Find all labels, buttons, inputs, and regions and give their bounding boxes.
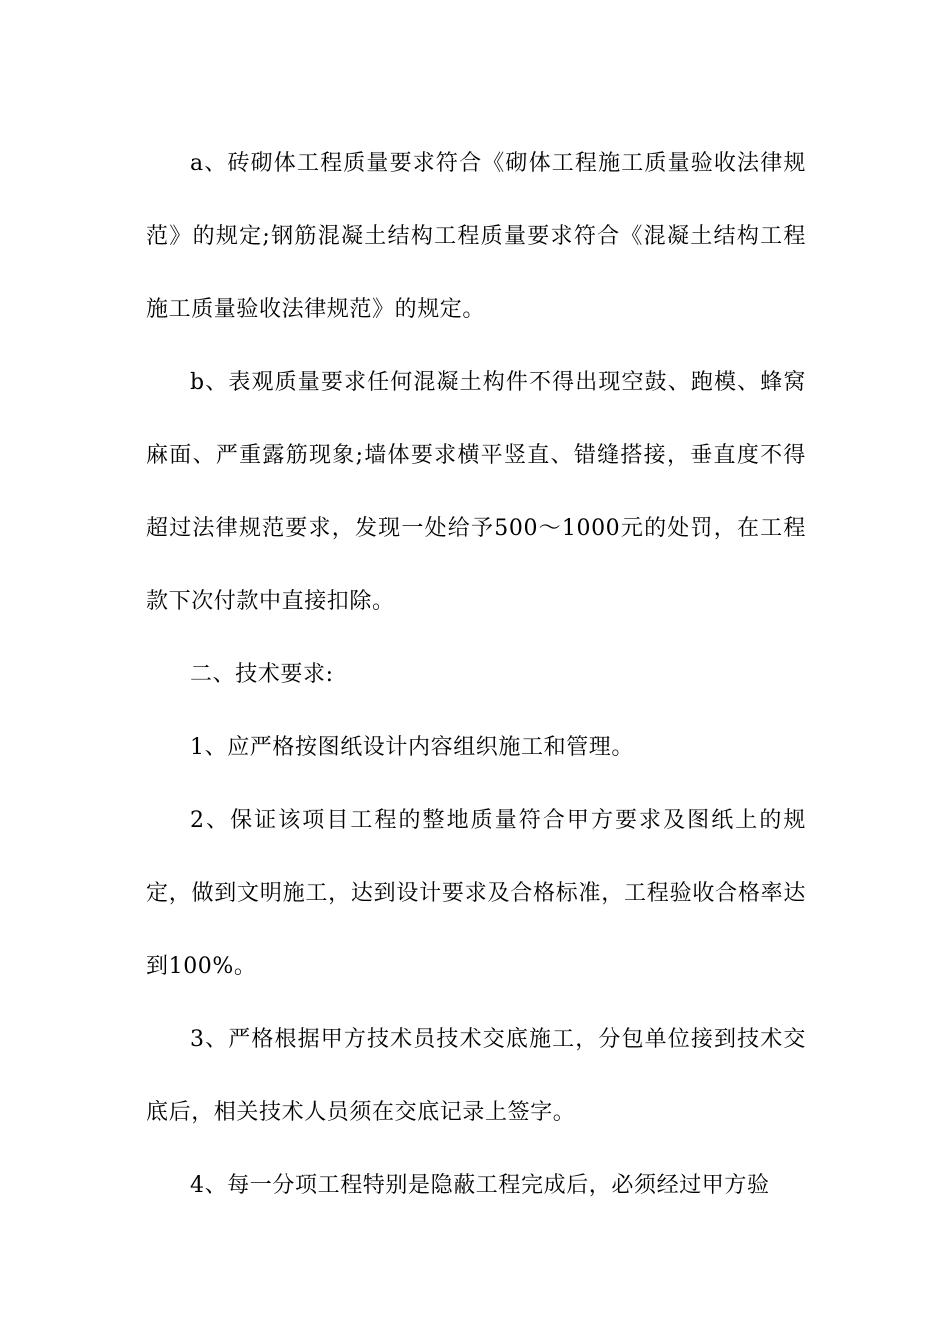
paragraph-surface-quality: b、表观质量要求任何混凝土构件不得出现空鼓、跑模、蜂窝麻面、严重露筋现象;墙体要求横平竖直、错缝搭接，垂直度不得超过法律规范要求，发现一处给予500～1000元的处罚，在工程款下次付款中直接扣除。	[146, 370, 806, 614]
paragraph-quality-standards: a、砖砌体工程质量要求符合《砌体工程施工质量验收法律规范》的规定;钢筋混凝土结构工程质量要求符合《混凝土结构工程施工质量验收法律规范》的规定。	[146, 151, 806, 322]
paragraph-item-2: 2、保证该项目工程的整地质量符合甲方要求及图纸上的规定，做到文明施工，达到设计要求及合格标准，工程验收合格率达到100%。	[146, 808, 806, 979]
paragraph-item-3: 3、严格根据甲方技术员技术交底施工，分包单位接到技术交底后，相关技术人员须在交底记录上签字。	[146, 1027, 806, 1125]
section-heading-technical-requirements: 二、技术要求:	[190, 662, 334, 687]
document-body	[146, 127, 806, 1222]
paragraph-item-4: 4、每一分项工程特别是隐蔽工程完成后，必须经过甲方验	[190, 1173, 770, 1198]
paragraph-item-1: 1、应严格按图纸设计内容组织施工和管理。	[190, 735, 634, 760]
